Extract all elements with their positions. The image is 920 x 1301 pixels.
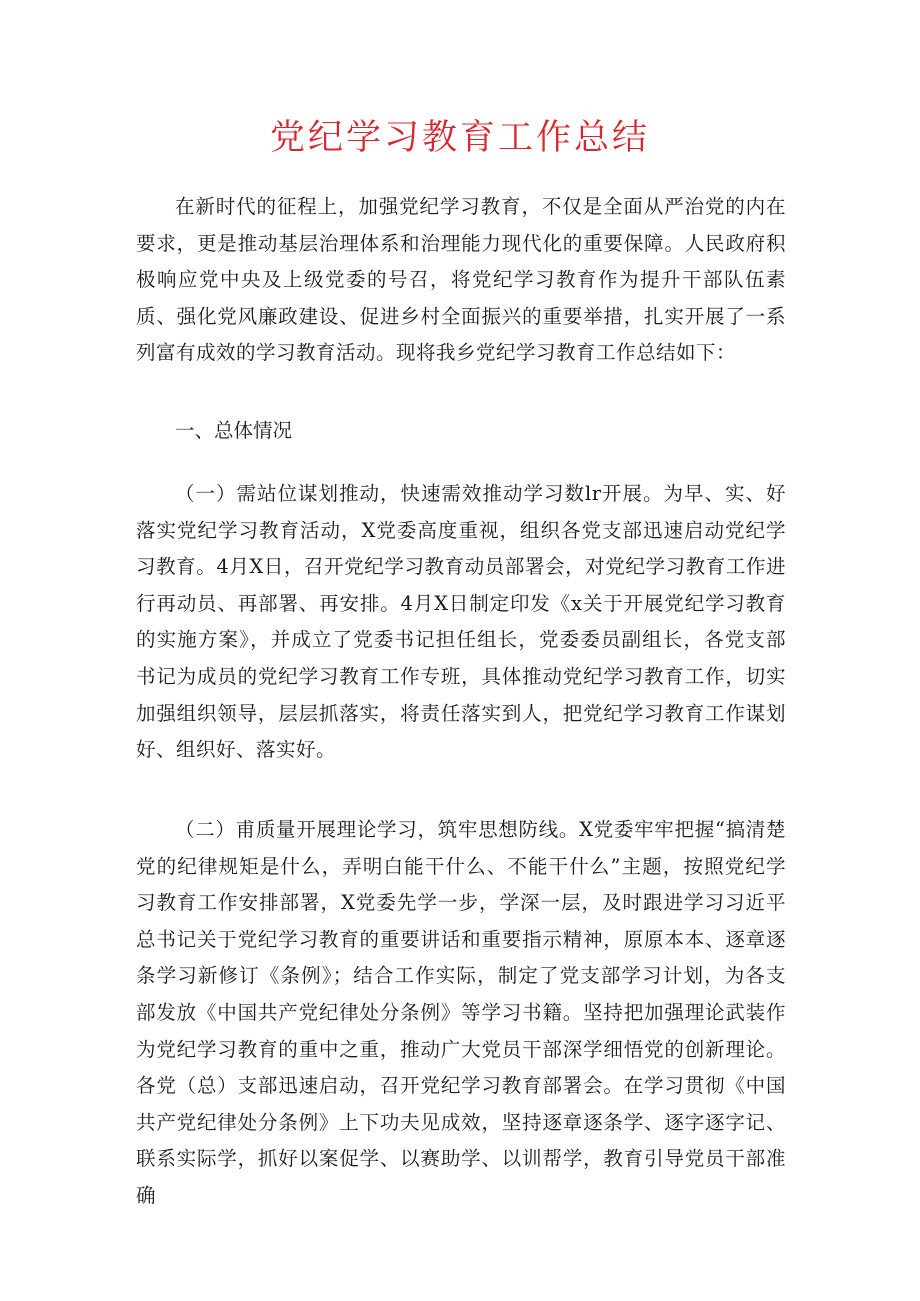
document-title: 党纪学习教育工作总结 (269, 118, 650, 158)
paragraph-1: （一）需站位谋划推动，快速需效推动学习数lr开展。为早、实、好落实党纪学习教育活动，X党委高度重视，组织各党支部迅速启动党纪学习教育。4月X日，召开党纪学习教育动员部署会，对党纪学习教育工作进行再动员、再部署、再安排。4月X日制定印发《x关于开展党纪学习教育的实施方案》，并成立了党委书记担任组长，党委委员副组长，各党支部书记为成员的党纪学习教育工作专班，具体推动党纪学习教育工作，切实加强组织领导，层层抓落实，将责任落实到人，把党纪学习教育工作谋划好、组织好、落实好。 (136, 482, 786, 762)
paragraph-2: （二）甫质量开展理论学习，筑牢思想防线。X党委牢牢把握“搞清楚党的纪律规矩是什么，弄明白能干什么、不能干什么”主题，按照党纪学习教育工作安排部署，X党委先学一步，学深一层，及时跟进学习习近平总书记关于党纪学习教育的重要讲话和重要指示精神，原原本本、逐章逐条学习新修订《条例》；结合工作实际，制定了党支部学习计划，为各支部发放《中国共产党纪律处分条例》等学习书籍。坚持把加强理论武装作为党纪学习教育的重中之重，推动广大党员干部深学细悟党的创新理论。各党（总）支部迅速启动，召开党纪学习教育部署会。在学习贯彻《中国共产党纪律处分条例》上下功夫见成效，坚持逐章逐条学、逐字逐字记、联系实际学，抓好以案促学、以赛助学、以训帮学，教育引导党员干部准确 (136, 818, 786, 1207)
intro-paragraph: 在新时代的征程上，加强党纪学习教育，不仅是全面从严治党的内在要求，更是推动基层治理体系和治理能力现代化的重要保障。人民政府积极响应党中央及上级党委的号召，将党纪学习教育作为提升干部队伍素质、强化党风廉政建设、促进乡村全面振兴的重要举措，扎实开展了一系列富有成效的学习教育活动。现将我乡党纪学习教育工作总结如下： (136, 195, 786, 365)
section-heading-overview: 一、总体情况 (175, 419, 293, 442)
